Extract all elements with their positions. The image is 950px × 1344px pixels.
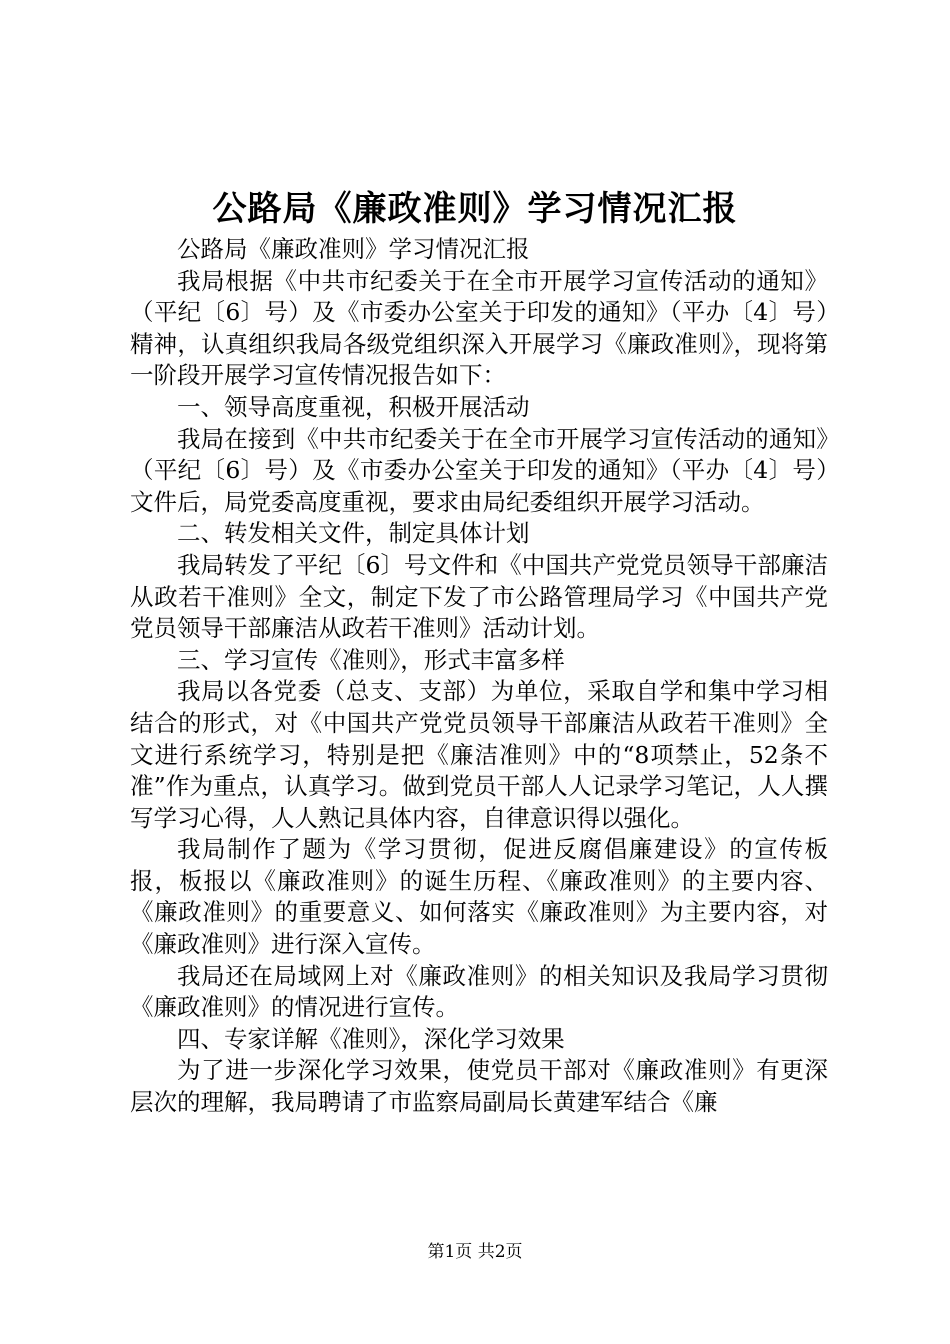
section-heading-3: 三、学习宣传《准则》，形式丰富多样 bbox=[177, 645, 565, 674]
paragraph: 我局以各党委（总支、支部）为单位，采取自学和集中学习相结合的形式，对《中国共产党党员领导干部廉洁从政若干准则》全文进行系统学习，特别是把《廉洁准则》中的“8项禁止，52条不准”作为重点，认真学习。做到党员干部人人记录学习笔记，人人撰写学习心得，人人熟记具体内容，自律意识得以强化。 bbox=[130, 677, 828, 832]
section-heading-4: 四、专家详解《准则》，深化学习效果 bbox=[177, 1024, 565, 1053]
paragraph: 我局转发了平纪〔6〕号文件和《中国共产党党员领导干部廉洁从政若干准则》全文，制定下发了市公路管理局学习《中国共产党党员领导干部廉洁从政若干准则》活动计划。 bbox=[130, 550, 828, 643]
page-footer: 第1页 共2页 bbox=[427, 1242, 523, 1262]
paragraph-intro: 我局根据《中共市纪委关于在全市开展学习宣传活动的通知》（平纪〔6〕号）及《市委办公室关于印发的通知》（平办〔4〕号）精神，认真组织我局各级党组织深入开展学习《廉政准则》，现将第一阶段开展学习宣传情况报告如下： bbox=[130, 266, 828, 390]
paragraph-subtitle: 公路局《廉政准则》学习情况汇报 bbox=[177, 235, 530, 263]
paragraph: 我局制作了题为《学习贯彻，促进反腐倡廉建设》的宣传板报，板报以《廉政准则》的诞生历程、《廉政准则》的主要内容、《廉政准则》的重要意义、如何落实《廉政准则》为主要内容，对《廉政准则》进行深入宣传。 bbox=[130, 835, 828, 959]
document-title: 公路局《廉政准则》学习情况汇报 bbox=[212, 189, 738, 229]
paragraph: 为了进一步深化学习效果，使党员干部对《廉政准则》有更深层次的理解，我局聘请了市监察局副局长黄建军结合《廉 bbox=[130, 1056, 828, 1117]
section-heading-2: 二、转发相关文件，制定具体计划 bbox=[177, 519, 530, 548]
section-heading-1: 一、领导高度重视，积极开展活动 bbox=[177, 392, 530, 421]
document-body bbox=[130, 234, 828, 1119]
paragraph: 我局还在局域网上对《廉政准则》的相关知识及我局学习贯彻《廉政准则》的情况进行宣传。 bbox=[130, 961, 828, 1022]
paragraph: 我局在接到《中共市纪委关于在全市开展学习宣传活动的通知》（平纪〔6〕号）及《市委办公室关于印发的通知》（平办〔4〕号）文件后，局党委高度重视，要求由局纪委组织开展学习活动。 bbox=[130, 424, 828, 516]
